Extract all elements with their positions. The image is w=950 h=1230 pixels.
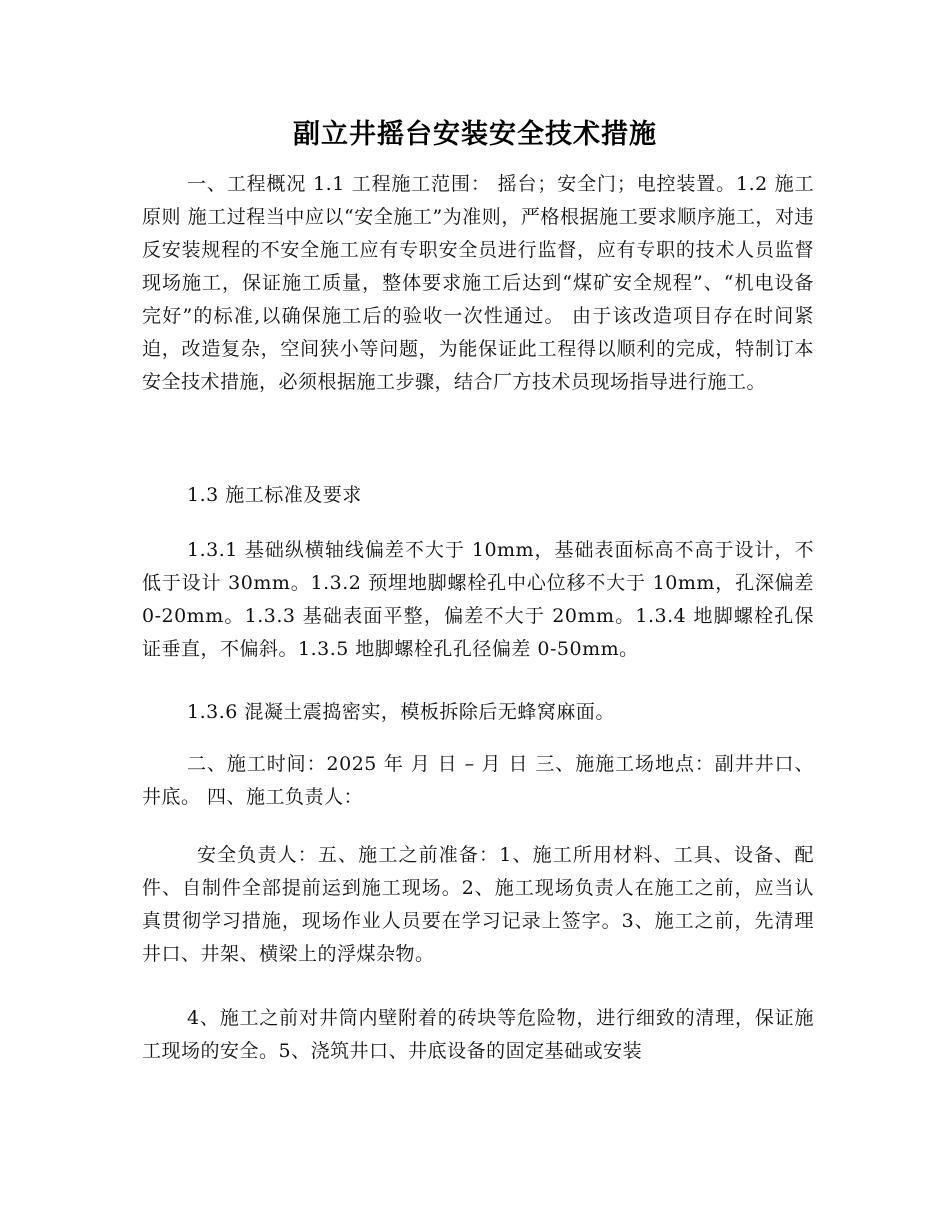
- paragraph-overview: 一、工程概况 1.1 工程施工范围： 摇台；安全门；电控装置。1.2 施工原则 施工过程当中应以“安全施工”为准则，严格根据施工要求顺序施工，对违反安装规程的不安全施工应有专职安全员进行监督，应有专职的技术人员监督现场施工，保证施工质量，整体要求施工后达到“煤矿安全规程”、“机电设备完好”的标准,以确保施工后的验收一次性通过。 由于该改造项目存在时间紧迫，改造复杂，空间狭小等问题，为能保证此工程得以顺利的完成，特制订本安全技术措施，必须根据施工步骤，结合厂方技术员现场指导进行施工。: [142, 173, 814, 393]
- paragraph-standards-list: 1.3.1 基础纵横轴线偏差不大于 10mm，基础表面标高不高于设计，不低于设计 30mm。1.3.2 预埋地脚螺栓孔中心位移不大于 10mm，孔深偏差 0-20mm。1.3.3 基础表面平整，偏差不大于 20mm。1.3.4 地脚螺栓孔保证垂直，不偏斜。1.3.5 地脚螺栓孔孔径偏差 0-50mm。: [142, 539, 814, 660]
- paragraph-preparation: 安全负责人：五、施工之前准备：1、施工所用材料、工具、设备、配件、自制件全部提前运到施工现场。2、施工现场负责人在施工之前，应当认真贯彻学习措施，现场作业人员要在学习记录上签字。3、施工之前，先清理井口、井架、横梁上的浮煤杂物。: [142, 844, 814, 965]
- paragraph-cleanup: 4、施工之前对井筒内壁附着的砖块等危险物，进行细致的清理，保证施工现场的安全。5、浇筑井口、井底设备的固定基础或安装: [142, 1007, 814, 1062]
- paragraph-standards-heading: 1.3 施工标准及要求: [187, 484, 362, 506]
- paragraph-schedule: 二、施工时间：2025 年 月 日 – 月 日 三、施施工场地点：副井井口、井底。 四、施工负责人：: [142, 753, 814, 808]
- document-title: 副立井摇台安装安全技术措施: [293, 119, 657, 150]
- paragraph-concrete: 1.3.6 混凝土震捣密实，模板拆除后无蜂窝麻面。: [187, 701, 615, 723]
